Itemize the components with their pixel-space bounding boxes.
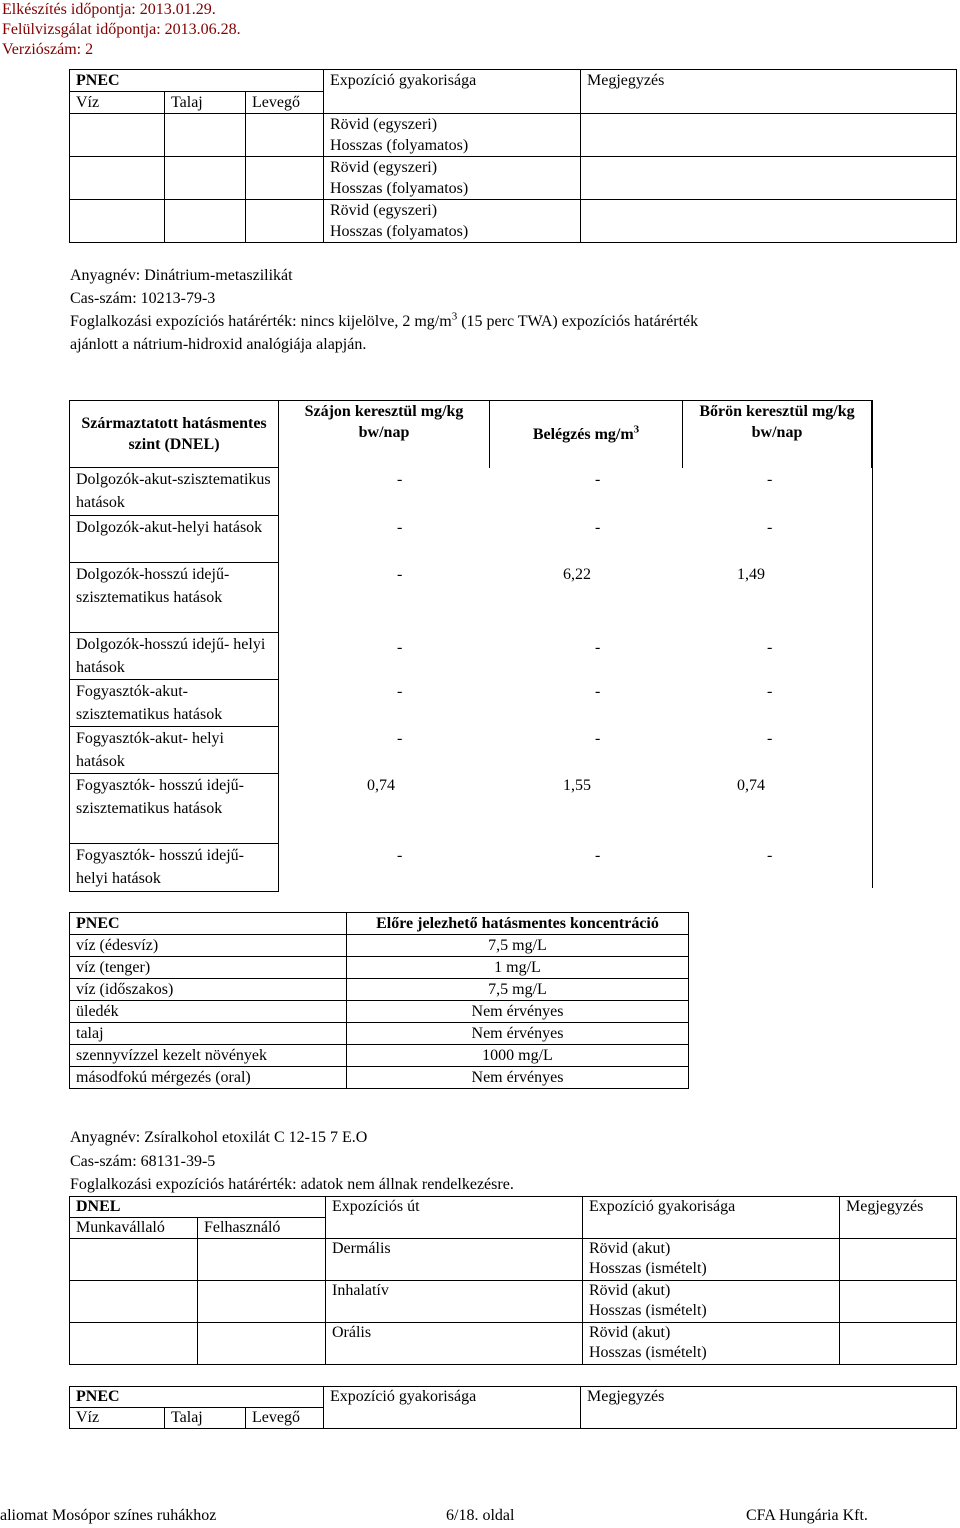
inhalation-value: 6,22 [563, 565, 591, 583]
dermal-value: 1,49 [737, 565, 765, 583]
occupational-limit: Foglalkozási expozíciós határérték: adatok nem állnak rendelkezésre. [70, 1176, 514, 1193]
frequency-value: Hosszas (ismételt) [589, 1302, 707, 1319]
pnec-row-value: Nem érvényes [347, 1001, 689, 1023]
route-header: Expozíciós út [326, 1197, 583, 1239]
dnel-row-label: Dolgozók-hosszú idejű- helyi hatások [70, 633, 279, 680]
dnel-level-header: Származtatott hatásmentes szint (DNEL) [70, 401, 279, 468]
dnel-row-values [279, 774, 872, 844]
air-header: Levegő [246, 1408, 324, 1429]
pnec-row-value: 1 mg/L [347, 957, 689, 979]
reviewed-date: Felülvizsgálat időpontja: 2013.06.28. [2, 21, 241, 38]
soil-header: Talaj [165, 1408, 246, 1429]
footer-page-number: 6/18. oldal [446, 1507, 515, 1524]
frequency-value: Rövid (egyszeri) [330, 159, 438, 176]
dermal-value: - [767, 518, 773, 536]
pnec-row-label: víz (időszakos) [70, 979, 347, 1001]
dnel-row-label: Dolgozók-hosszú idejű- szisztematikus hatások [70, 563, 279, 633]
frequency-value: Rövid (akut) [589, 1240, 671, 1257]
created-date: Elkészítés időpontja: 2013.01.29. [2, 1, 216, 18]
dnel-row-label: Fogyasztók-akut-szisztematikus hatások [70, 680, 279, 727]
note-header: Megjegyzés [581, 1387, 957, 1429]
frequency-cell [324, 200, 581, 243]
concentration-header: Előre jelezhető hatásmentes koncentráció [347, 913, 689, 935]
air-header: Levegő [246, 92, 324, 114]
frequency-value: Hosszas (ismételt) [589, 1344, 707, 1361]
pnec-row-label: talaj [70, 1023, 347, 1045]
dermal-value: - [767, 638, 773, 656]
pnec-row-label: másodfokú mérgezés (oral) [70, 1067, 347, 1089]
oral-value: - [397, 470, 403, 488]
frequency-value: Hosszas (folyamatos) [330, 137, 469, 154]
dnel-header: DNEL [70, 1197, 326, 1218]
pnec-row-value: Nem érvényes [347, 1023, 689, 1045]
dermal-header: Bőrön keresztül mg/kg bw/nap [683, 401, 872, 468]
dermal-value: - [767, 729, 773, 747]
footer-company: CFA Hungária Kft. [746, 1507, 868, 1524]
frequency-value: Hosszas (folyamatos) [330, 180, 469, 197]
pnec-row-value: 7,5 mg/L [347, 979, 689, 1001]
oral-value: - [397, 846, 403, 864]
frequency-value: Rövid (egyszeri) [330, 202, 438, 219]
frequency-header: Expozíció gyakorisága [324, 1387, 581, 1429]
pnec-row-label: szennyvízzel kezelt növények [70, 1045, 347, 1067]
soil-header: Talaj [165, 92, 246, 114]
inhalation-value: - [595, 470, 601, 488]
pnec-row-value: 7,5 mg/L [347, 935, 689, 957]
oral-value: - [397, 518, 403, 536]
pnec-header: PNEC [70, 1387, 324, 1408]
pnec-row-label: víz (édesvíz) [70, 935, 347, 957]
pnec-header: PNEC [70, 913, 347, 935]
user-header: Felhasználó [198, 1218, 326, 1239]
dermal-value: 0,74 [737, 776, 765, 794]
dnel-table [69, 400, 872, 892]
oral-header: Szájon keresztül mg/kg bw/nap [279, 401, 490, 468]
oral-value: - [397, 565, 403, 583]
frequency-header: Expozíció gyakorisága [324, 70, 581, 114]
frequency-value: Rövid (egyszeri) [330, 116, 438, 133]
frequency-value: Rövid (akut) [589, 1282, 671, 1299]
substance-name: Anyagnév: Dinátrium-metaszilikát [70, 267, 293, 284]
dnel-row-values [279, 563, 872, 633]
route-value: Inhalatív [326, 1281, 583, 1323]
inhalation-header: Belégzés $mg/m^3$ [490, 401, 683, 468]
frequency-header: Expozíció gyakorisága [583, 1197, 840, 1239]
dnel-row-values [279, 844, 872, 892]
dnel-row-label: Fogyasztók-akut- helyi hatások [70, 727, 279, 774]
inhalation-value: 1,55 [563, 776, 591, 794]
dnel-row-label: Dolgozók-akut-szisztematikus hatások [70, 468, 279, 516]
pnec-table-3 [69, 1386, 957, 1429]
oral-value: - [397, 638, 403, 656]
occupational-limit: Foglalkozási expozíciós határérték: nincs kijelölve, 2 $mg/m^3$ (15 perc TWA) expozíciós határérték [70, 310, 699, 330]
frequency-value: Hosszas (folyamatos) [330, 223, 469, 240]
dermal-value: - [767, 470, 773, 488]
dnel-row-label: Dolgozók-akut-helyi hatások [70, 516, 279, 563]
frequency-cell [583, 1281, 840, 1323]
water-header: Víz [70, 1408, 165, 1429]
inhalation-value: - [595, 682, 601, 700]
dnel-row-values [279, 727, 872, 774]
dnel-row-label: Fogyasztók- hosszú idejű- helyi hatások [70, 844, 279, 892]
cas-number: Cas-szám: 10213-79-3 [70, 290, 216, 307]
occupational-limit-note: ajánlott a nátrium-hidroxid analógiája alapján. [70, 336, 367, 353]
oral-value: 0,74 [367, 776, 395, 794]
version-number: Verziószám: 2 [2, 41, 94, 58]
pnec-row-label: üledék [70, 1001, 347, 1023]
pnec-row-value: 1000 mg/L [347, 1045, 689, 1067]
pnec-table-2 [69, 912, 689, 1089]
frequency-cell [324, 157, 581, 200]
frequency-value: Hosszas (ismételt) [589, 1260, 707, 1277]
dnel-table-2 [69, 1196, 957, 1365]
dnel-row-label: Fogyasztók- hosszú idejű- szisztematikus hatások [70, 774, 279, 844]
note-header: Megjegyzés [581, 70, 957, 114]
inhalation-value: - [595, 518, 601, 536]
water-header: Víz [70, 92, 165, 114]
pnec-header: PNEC [70, 70, 324, 92]
route-value: Orális [326, 1323, 583, 1365]
worker-header: Munkavállaló [70, 1218, 198, 1239]
oral-value: - [397, 729, 403, 747]
frequency-cell [583, 1323, 840, 1365]
oral-value: - [397, 682, 403, 700]
pnec-row-value: Nem érvényes [347, 1067, 689, 1089]
frequency-cell [324, 114, 581, 157]
frequency-cell [583, 1239, 840, 1281]
dnel-row-values [279, 680, 872, 727]
substance-name: Anyagnév: Zsíralkohol etoxilát C 12-15 7 E.O [70, 1129, 368, 1146]
route-value: Dermális [326, 1239, 583, 1281]
inhalation-value: - [595, 729, 601, 747]
footer-product: aliomat Mosópor színes ruhákhoz [0, 1507, 217, 1524]
cas-number: Cas-szám: 68131-39-5 [70, 1153, 216, 1170]
note-header: Megjegyzés [840, 1197, 957, 1239]
dnel-row-values [279, 633, 872, 680]
pnec-table-1 [69, 69, 957, 243]
inhalation-value: - [595, 638, 601, 656]
dermal-value: - [767, 682, 773, 700]
inhalation-value: - [595, 846, 601, 864]
pnec-row-label: víz (tenger) [70, 957, 347, 979]
dnel-row-values [279, 516, 872, 563]
dnel-table-right-border [872, 400, 873, 888]
dermal-value: - [767, 846, 773, 864]
frequency-value: Rövid (akut) [589, 1324, 671, 1341]
dnel-row-values [279, 468, 872, 516]
